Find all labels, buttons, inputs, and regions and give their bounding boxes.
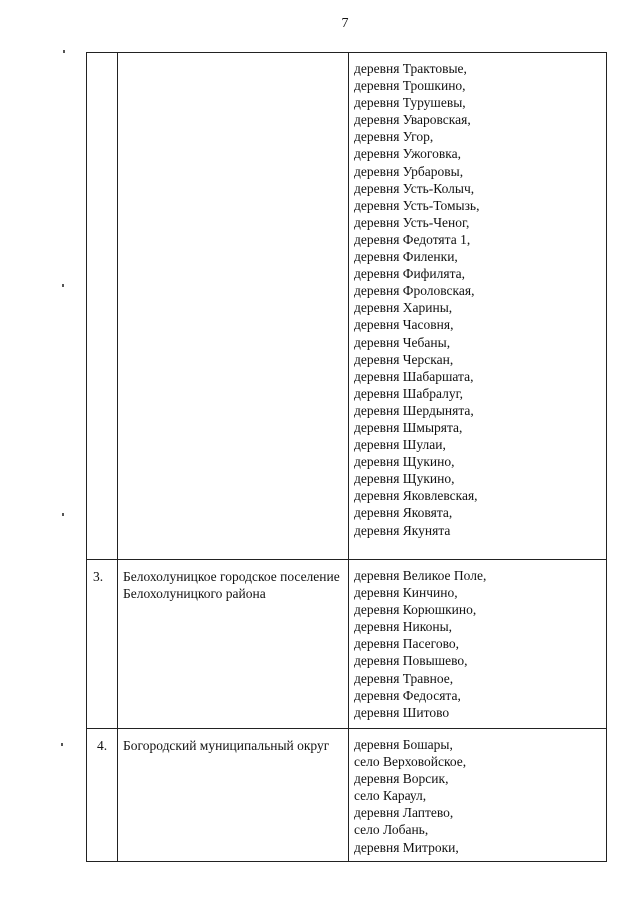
margin-mark — [62, 513, 64, 516]
settlement-name: деревня Федотята 1, — [354, 231, 471, 247]
settlement-name: деревня Федосята, — [354, 687, 461, 703]
page-number: 7 — [341, 16, 349, 31]
settlement-name: деревня Корюшкино, — [354, 602, 477, 618]
row-number: 4. — [87, 729, 118, 862]
row-number: 3. — [87, 560, 118, 729]
settlement-name: село Лобань, — [354, 822, 429, 838]
settlement-name: деревня Травное, — [354, 670, 454, 686]
settlement-name: село Верховойское, — [354, 754, 467, 770]
settlement-name: деревня Фифилята, — [354, 266, 466, 282]
settlement-name: деревня Шмырята, — [354, 419, 463, 435]
settlement-name: деревня Митроки, — [354, 839, 459, 855]
settlement-name: деревня Щукино, — [354, 454, 455, 470]
settlement-name: деревня Пасегово, — [354, 636, 460, 652]
settlement-name: деревня Великое Поле, — [354, 568, 487, 583]
settlement-name: деревня Трактовые, — [354, 61, 467, 76]
settlement-name: деревня Турушевы, — [354, 95, 466, 111]
settlement-name: деревня Шитово — [354, 704, 450, 720]
settlement-name: деревня Шердынята, — [354, 402, 474, 418]
settlement-name: деревня Лаптево, — [354, 805, 454, 821]
settlement-name: деревня Харины, — [354, 300, 453, 316]
row-number — [87, 53, 118, 560]
settlement-list — [349, 53, 607, 560]
settlement-name: деревня Ужоговка, — [354, 146, 461, 162]
settlement-name: деревня Черскан, — [354, 351, 454, 367]
settlement-name: деревня Якунята — [354, 522, 451, 538]
settlement-name: деревня Кинчино, — [354, 585, 458, 601]
settlement-name: деревня Урбаровы, — [354, 163, 464, 179]
margin-mark — [62, 284, 64, 287]
settlement-name: деревня Щукино, — [354, 471, 455, 487]
settlement-name: деревня Усть-Томызь, — [354, 197, 480, 213]
municipality-name: Богородский муниципальный округ — [118, 729, 349, 862]
settlement-name: деревня Угор, — [354, 129, 434, 145]
settlement-name: деревня Яковята, — [354, 505, 453, 521]
settlement-name: деревня Филенки, — [354, 249, 458, 265]
settlement-list — [349, 729, 607, 862]
settlement-name: деревня Часовня, — [354, 317, 454, 333]
settlement-name: деревня Бошары, — [354, 737, 453, 752]
settlement-name: деревня Яковлевская, — [354, 488, 478, 504]
settlement-name: деревня Усть-Ченог, — [354, 214, 470, 230]
settlement-name: деревня Усть-Колыч, — [354, 180, 475, 196]
settlements-table — [86, 52, 607, 862]
settlement-name: деревня Ворсик, — [354, 771, 449, 787]
municipality-name — [118, 53, 349, 560]
settlement-name: деревня Уваровская, — [354, 112, 471, 128]
settlement-name: деревня Трошкино, — [354, 78, 466, 94]
settlement-name: деревня Фроловская, — [354, 283, 475, 299]
settlement-name: деревня Шулаи, — [354, 437, 446, 453]
settlement-name: деревня Шабаршата, — [354, 368, 474, 384]
table-row — [87, 560, 607, 729]
margin-mark — [63, 50, 65, 53]
margin-mark — [61, 743, 63, 746]
settlement-name: деревня Шабралуг, — [354, 385, 464, 401]
table-row — [87, 53, 607, 560]
table-row — [87, 729, 607, 862]
settlement-name: деревня Никоны, — [354, 619, 453, 635]
settlement-name: деревня Повышево, — [354, 653, 468, 669]
settlement-name: село Караул, — [354, 788, 427, 804]
settlement-list — [349, 560, 607, 729]
settlement-name: деревня Чебаны, — [354, 334, 451, 350]
municipality-name: Белохолуницкое городское поселение Белохолуницкого района — [118, 560, 349, 729]
